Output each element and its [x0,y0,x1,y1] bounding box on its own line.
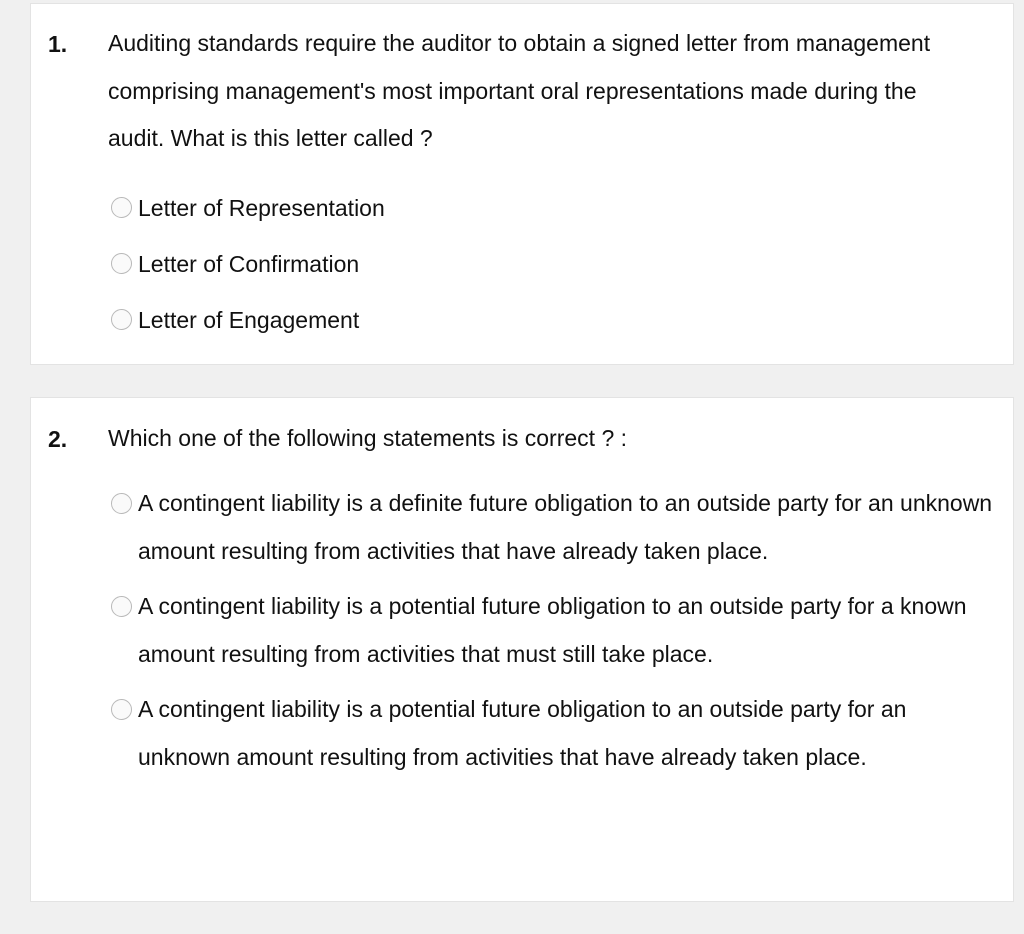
answer-options [111,180,999,348]
question-number: 1. [48,31,68,57]
question-card-2 [30,397,1014,902]
radio-button[interactable] [111,699,132,720]
answer-option-2[interactable] [111,583,999,678]
radio-button[interactable] [111,309,132,330]
question-card-1 [30,3,1014,365]
answer-options [111,480,999,789]
answer-label[interactable]: A contingent liability is a potential future obligation to an outside party for an unknown amount resulting from activities that have already taken place. [138,696,907,770]
radio-button[interactable] [111,197,132,218]
answer-option-1[interactable] [111,180,999,236]
radio-button[interactable] [111,253,132,274]
question-number: 2. [48,426,68,452]
answer-option-1[interactable] [111,480,999,575]
question-text: Auditing standards require the auditor to obtain a signed letter from management comprising management's most important oral representations made during the audit. What is this letter called ? [108,30,931,151]
question-text: Which one of the following statements is correct ? : [108,425,628,451]
answer-label[interactable]: Letter of Engagement [138,307,360,333]
answer-option-2[interactable] [111,236,999,292]
radio-button[interactable] [111,493,132,514]
answer-label[interactable]: Letter of Representation [138,195,385,221]
answer-label[interactable]: Letter of Confirmation [138,251,360,277]
answer-label[interactable]: A contingent liability is a potential future obligation to an outside party for a known amount resulting from activities that must still take place. [138,593,967,667]
answer-option-3[interactable] [111,686,999,781]
answer-option-3[interactable] [111,292,999,348]
radio-button[interactable] [111,596,132,617]
answer-label[interactable]: A contingent liability is a definite future obligation to an outside party for an unknown amount resulting from activities that have already taken place. [138,490,993,564]
